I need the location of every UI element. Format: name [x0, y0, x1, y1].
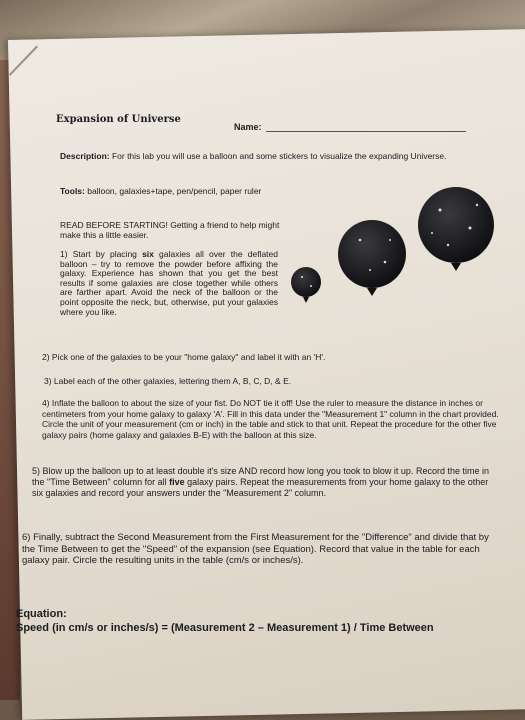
- equation-label: Equation:: [16, 608, 67, 620]
- step-6: 6) Finally, subtract the Second Measurement from the First Measurement for the "Difference" and divide that by the Time Between to get the "Speed" of the expansion (see Equation). Record that value in the table for each galaxy pair. Circle the resulting units in the table (cm/s or inches/s).: [22, 532, 489, 567]
- read-before-starting: READ BEFORE STARTING! Getting a friend to help might make this a little easier.: [60, 220, 280, 240]
- worksheet-title: Expansion of Universe: [56, 114, 181, 125]
- step-5-emphasis: five: [169, 477, 185, 488]
- step-3: 3) Label each of the other galaxies, lettering them A, B, C, D, & E.: [44, 376, 292, 386]
- step-5-text-c: galaxy pairs. Repeat the measurements from your home galaxy to the other six galaxies and record your answers under the "Measurement 2" column.: [32, 477, 489, 499]
- name-label: Name:: [234, 122, 262, 132]
- step-4: 4) Inflate the balloon to about the size of your fist. Do NOT tie it off! Use the ruler to measure the distance in inches or centimeters from your home galaxy to galaxy 'A'. Fill in this data under the "Measurement 1" column in the chart provided. Circle the unit of your measurement (cm or inch) in the table and stick to that unit. Repeat the procedure for the other five galaxy pairs (home galaxy and galaxies B-E) with the balloon at this size.: [42, 398, 499, 440]
- step-2: 2) Pick one of the galaxies to be your "home galaxy" and label it with an 'H'.: [42, 352, 326, 362]
- step-1-text-a: 1) Start by placing: [60, 249, 143, 259]
- description-label: Description:: [60, 151, 110, 161]
- description-text: For this lab you will use a balloon and some stickers to visualize the expanding Universe.: [109, 151, 447, 161]
- small-balloon: [291, 267, 321, 303]
- tools-text: balloon, galaxies+tape, pen/pencil, paper ruler: [84, 186, 262, 196]
- tools-label: Tools:: [60, 186, 85, 196]
- equation: Speed (in cm/s or inches/s) = (Measurement 2 – Measurement 1) / Time Between: [16, 622, 434, 634]
- step-1-text-c: galaxies all over the deflated balloon – try to remove the powder before affixing the galaxy. Experience has shown that you get the best results if some galaxies are close together while others are farther apart. Avoid the neck of the balloon or the point opposite the neck, but, otherwise, put your galaxies where you like.: [60, 249, 278, 317]
- step-1-emphasis: six: [142, 249, 154, 259]
- medium-balloon: [338, 220, 406, 296]
- step-5-text-a: 5) Blow up the balloon up to at least double it's size AND record how long you took to blow it up. Record the time in the "Time Between" column for all: [32, 466, 489, 488]
- large-balloon: [418, 187, 494, 271]
